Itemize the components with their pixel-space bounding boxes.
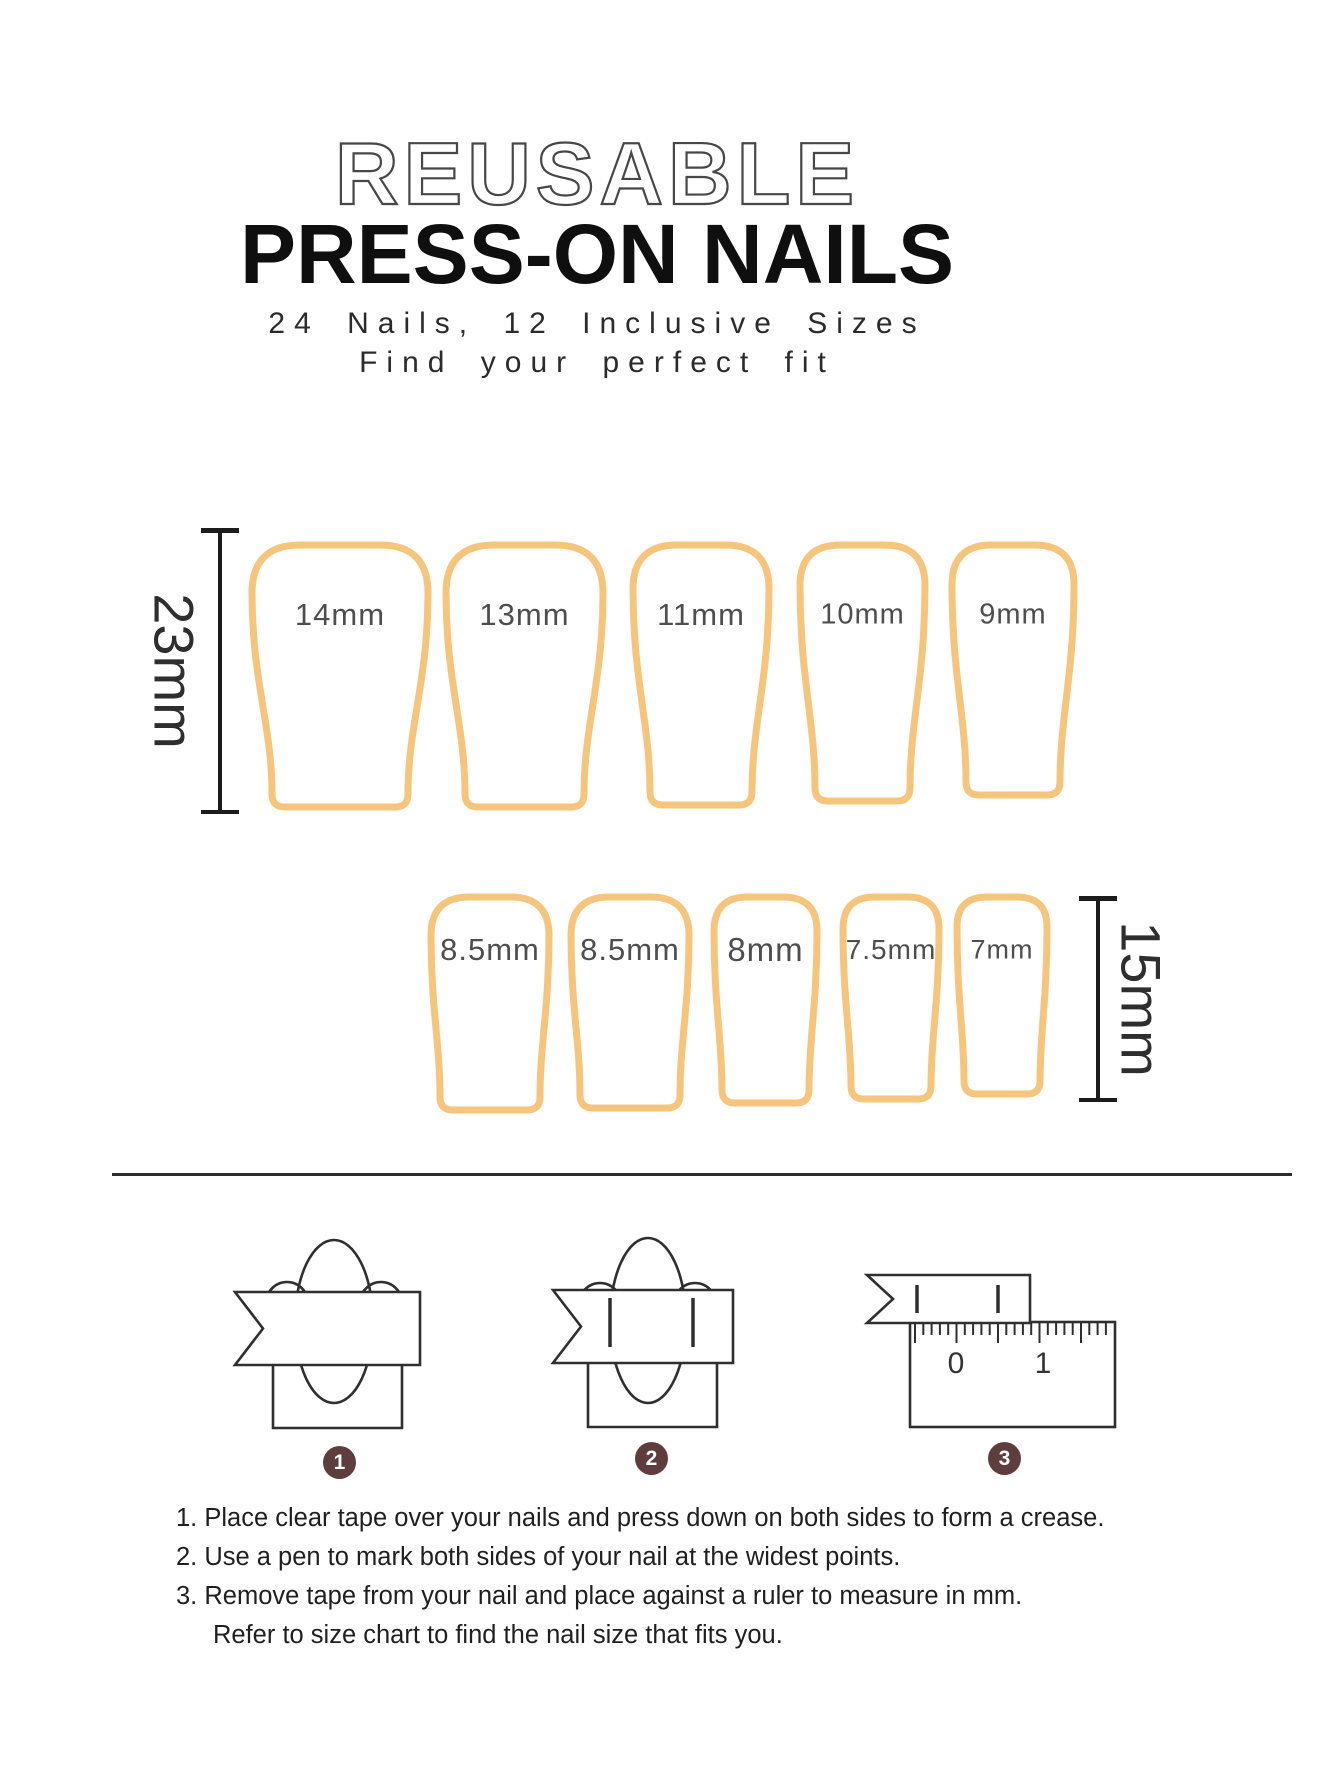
nail-outline-13mm-r1n2 [441,540,608,812]
step1-badge [323,1446,356,1479]
nail-outline-11mm-r1n3 [628,540,774,810]
nail-outline-8mm-r2n3 [709,892,822,1108]
nail-outline-9mm-r1n5 [947,540,1079,800]
ruler-number-one: 1 [1034,1347,1052,1380]
nail-size-label-8mm-r2n3: 8mm [727,931,804,968]
instruction-line-4: Refer to size chart to find the nail size that fits you. [213,1621,783,1649]
nail-size-label-8.5mm-r2n1: 8.5mm [440,932,540,967]
length-label-15mm: 15mm [1109,921,1173,1077]
nail-outline-7mm-r2n5 [952,892,1052,1099]
ruler-body [910,1322,1115,1427]
instruction-line-2: 2. Use a pen to mark both sides of your nail at the widest points. [176,1543,901,1571]
header [0,0,1194,378]
ruler-number-zero: 0 [947,1347,965,1380]
measure-cap-top [201,528,239,533]
finger-base [273,1365,402,1428]
step2-finger-tape-marked-figure [548,1233,748,1433]
length-measure-23mm [142,530,250,812]
nail-outline-7.5mm-r2n4 [838,892,944,1104]
nail-outline-10mm-r1n4 [795,540,930,806]
divider-line [112,1173,1292,1176]
nail-size-label-8.5mm-r2n2: 8.5mm [580,932,680,967]
measure-cap-bottom [1079,1098,1117,1103]
finger-base [588,1363,717,1427]
measure-line [1096,898,1100,1100]
measure-cap-top [1079,896,1117,901]
title-main: PRESS-ON NAILS [239,207,955,301]
title-outline: REUSABLE [334,124,860,223]
tape-banner [867,1275,1030,1323]
step2-number: 2 [645,1446,658,1470]
step2-badge [635,1442,668,1475]
step3-number: 3 [998,1446,1011,1470]
nail-size-label-9mm-r1n5: 9mm [979,598,1047,631]
measure-line [218,530,222,812]
nail-outline-8.5mm-r2n2 [566,892,694,1113]
subtitle-line2: Find your perfect fit [359,346,835,379]
length-label-23mm: 23mm [142,593,206,749]
instruction-line-1: 1. Place clear tape over your nails and press down on both sides to form a crease. [176,1504,1105,1532]
tape-banner [235,1292,420,1365]
nail-size-label-11mm-r1n3: 11mm [657,597,745,632]
nail-size-label-13mm-r1n2: 13mm [479,597,570,632]
length-measure-15mm [1080,898,1200,1100]
step1-number: 1 [333,1450,346,1474]
nail-size-label-7.5mm-r2n4: 7.5mm [845,934,937,965]
measure-cap-bottom [201,810,239,815]
nail-size-label-10mm-r1n4: 10mm [820,598,905,631]
step3-badge [988,1442,1021,1475]
tape-banner [553,1290,733,1363]
subtitle-line1: 24 Nails, 12 Inclusive Sizes [268,307,926,340]
instruction-line-3: 3. Remove tape from your nail and place against a ruler to measure in mm. [176,1582,1023,1610]
step1-finger-tape-figure [230,1235,430,1435]
step3-ruler-figure [860,1265,1120,1435]
nail-outline-8.5mm-r2n1 [426,892,554,1115]
nail-size-label-7mm-r2n5: 7mm [970,934,1034,965]
nail-size-label-14mm-r1n1: 14mm [294,597,386,632]
nail-outline-14mm-r1n1 [247,540,433,812]
